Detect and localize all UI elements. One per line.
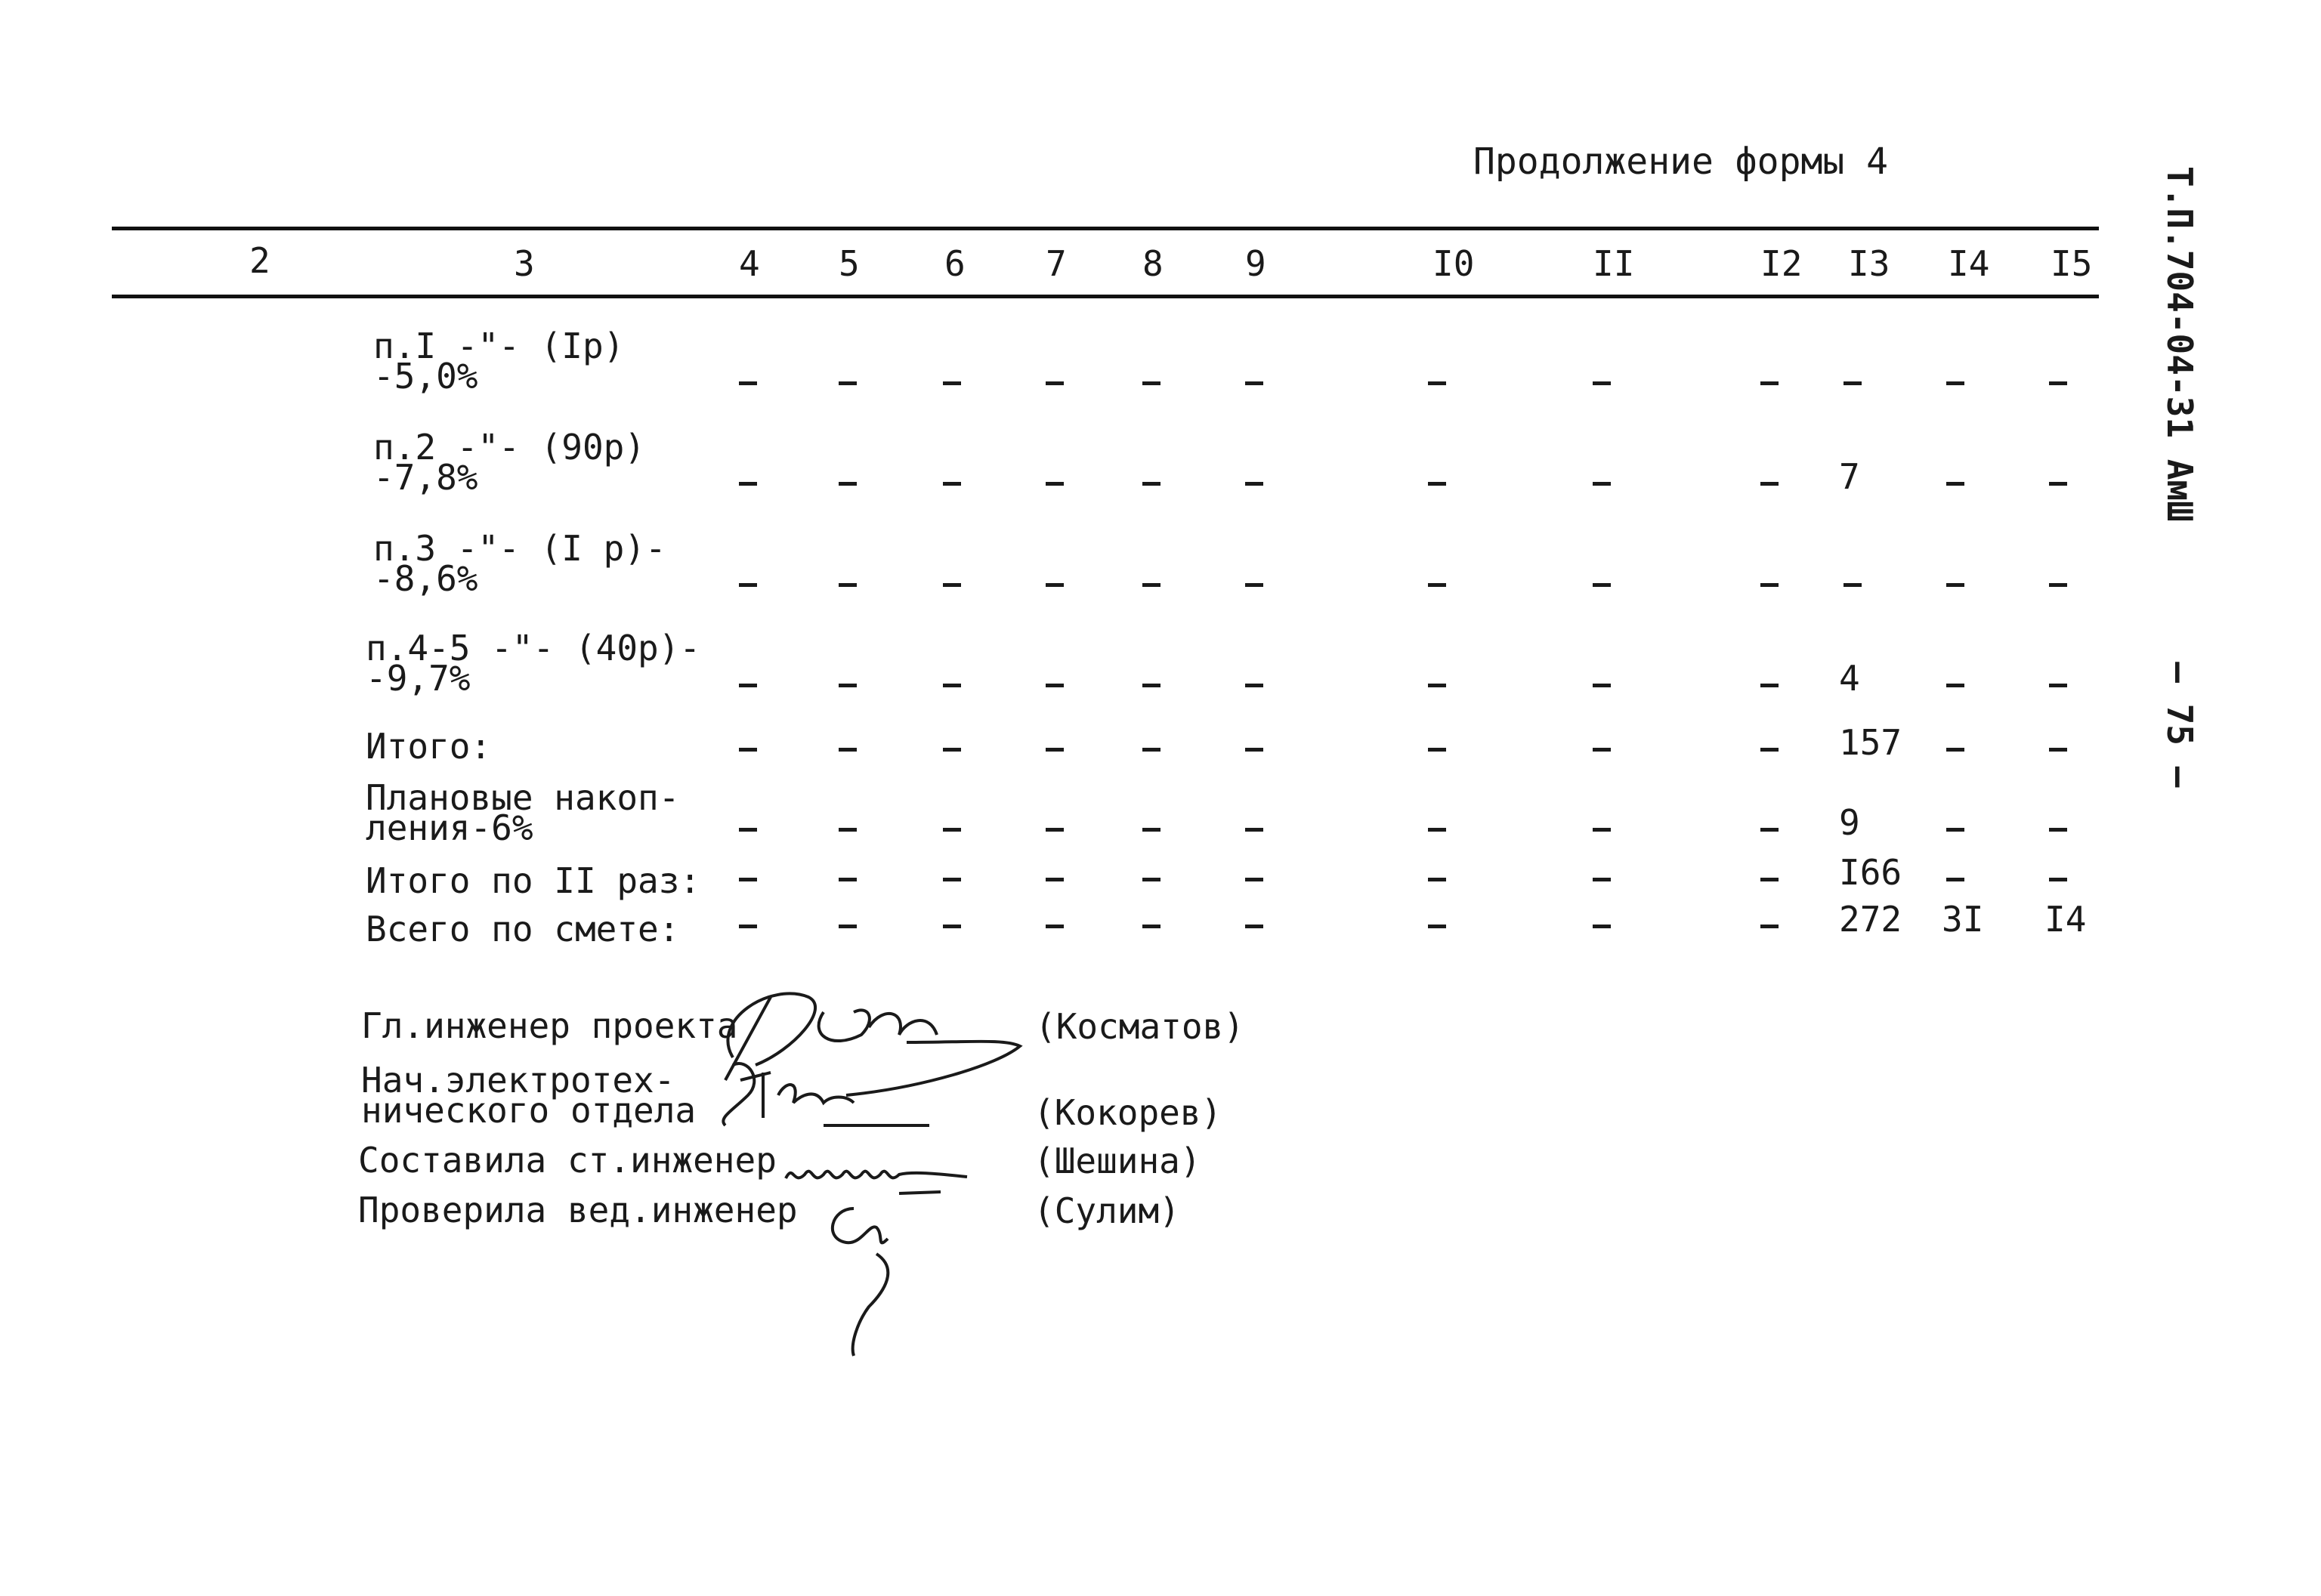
table-cell-value: 4 [1839,658,1860,699]
col-header: I0 [1432,243,1475,284]
side-code: Т.П.704-04-31 АмШ [2159,166,2200,522]
col-header: 8 [1142,243,1164,284]
table-cell-dash [2049,878,2067,881]
table-cell-dash [1946,828,1964,832]
table-cell-value: 3I [1942,899,1984,940]
table-cell-dash [739,748,757,752]
form-title: Продолжение формы 4 [1473,140,1889,183]
table-cell-value: I66 [1839,852,1902,893]
table-cell-dash [943,684,961,687]
table-cell-dash [1946,482,1964,486]
table-cell-dash [1142,482,1160,486]
col-header: 7 [1046,243,1067,284]
table-cell-value: I4 [2044,899,2087,940]
table-cell-dash [1946,878,1964,881]
row-label: Итого по II раз: [366,860,701,901]
col-header: I5 [2051,243,2093,284]
table-cell-dash [1428,828,1446,832]
col-header: I3 [1848,243,1890,284]
table-cell-dash [943,828,961,832]
table-cell-dash [1046,583,1064,587]
table-cell-dash [1844,381,1862,385]
table-cell-dash [1245,482,1263,486]
table-cell-dash [839,878,857,881]
handwritten-signature [778,1133,982,1201]
table-cell-dash [2049,583,2067,587]
col-header: I4 [1948,243,1990,284]
col-header: 3 [514,243,535,284]
table-cell-dash [1142,684,1160,687]
table-cell-dash [1593,381,1611,385]
table-cell-dash [1760,381,1779,385]
signature-title: Гл.инженер проекта [361,1005,738,1046]
table-cell-dash [1046,925,1064,928]
table-cell-dash [1142,878,1160,881]
table-cell-dash [1142,828,1160,832]
table-cell-dash [1946,381,1964,385]
table-cell-dash [1046,684,1064,687]
table-cell-dash [1245,925,1263,928]
page-number: — 75 — [2159,662,2200,788]
table-cell-dash [1760,684,1779,687]
table-cell-dash [1046,748,1064,752]
table-cell-dash [1946,583,1964,587]
table-cell-dash [1760,878,1779,881]
table-cell-dash [1593,828,1611,832]
table-cell-dash [739,828,757,832]
table-cell-dash [2049,684,2067,687]
table-header-rule [112,295,2099,298]
row-label: Плановые накоп- ления-6% [366,777,680,848]
signature-title: Составила ст.инженер [358,1140,777,1181]
table-top-rule [112,227,2099,230]
table-cell-dash [1593,925,1611,928]
table-cell-dash [839,684,857,687]
table-cell-dash [1428,925,1446,928]
col-header: 9 [1245,243,1266,284]
table-cell-dash [1428,583,1446,587]
col-header: I2 [1760,243,1803,284]
table-cell-dash [943,583,961,587]
table-cell-value: 9 [1839,802,1860,843]
table-cell-dash [739,878,757,881]
table-cell-dash [943,748,961,752]
table-cell-dash [1245,381,1263,385]
table-cell-dash [1760,828,1779,832]
handwritten-signature [703,1050,952,1141]
table-cell-dash [1760,482,1779,486]
document-code [2159,166,2200,788]
table-cell-dash [739,381,757,385]
col-header: 4 [739,243,760,284]
table-cell-value: 7 [1839,456,1860,497]
row-label: п.4-5 -"- (40р)- -9,7% [366,628,701,699]
table-cell-dash [739,583,757,587]
table-cell-dash [839,748,857,752]
table-cell-dash [1760,925,1779,928]
table-cell-dash [1593,684,1611,687]
row-label: п.3 -"- (I р)- -8,6% [373,528,666,599]
table-cell-dash [839,381,857,385]
table-cell-dash [1142,748,1160,752]
table-cell-dash [1428,878,1446,881]
table-cell-dash [1946,684,1964,687]
signature-title: Нач.электротех- нического отдела [361,1060,697,1131]
col-header: II [1593,243,1635,284]
col-header: 2 [249,240,270,281]
row-label: п.2 -"- (90р) -7,8% [373,427,646,498]
table-cell-dash [1760,748,1779,752]
table-cell-dash [739,482,757,486]
col-header: 6 [944,243,966,284]
signature-name: (Сулим) [1034,1190,1180,1231]
table-cell-dash [1760,583,1779,587]
table-cell-dash [1046,381,1064,385]
table-cell-dash [1245,748,1263,752]
table-cell-dash [2049,482,2067,486]
table-cell-value: 272 [1839,899,1902,940]
table-cell-value: 157 [1839,722,1902,763]
table-cell-dash [839,482,857,486]
table-cell-dash [943,925,961,928]
table-cell-dash [1142,583,1160,587]
signature-name: (Шешина) [1034,1141,1201,1181]
row-label: Всего по смете: [366,909,680,949]
table-cell-dash [839,925,857,928]
col-header: 5 [839,243,860,284]
row-label: Итого: [366,726,492,767]
row-label: п.I -"- (Iр) -5,0% [373,326,625,397]
table-cell-dash [943,878,961,881]
table-cell-dash [1428,684,1446,687]
signature-title: Проверила вед.инженер [358,1190,798,1230]
table-cell-dash [739,925,757,928]
table-cell-dash [1046,482,1064,486]
table-cell-dash [2049,748,2067,752]
table-cell-dash [943,482,961,486]
table-cell-dash [1844,583,1862,587]
table-cell-dash [1593,482,1611,486]
table-cell-dash [1245,828,1263,832]
table-cell-dash [1245,684,1263,687]
signature-name: (Кокорев) [1034,1092,1222,1133]
table-cell-dash [839,828,857,832]
table-cell-dash [1245,583,1263,587]
table-cell-dash [943,381,961,385]
table-cell-dash [1428,748,1446,752]
table-cell-dash [1046,828,1064,832]
table-cell-dash [1142,381,1160,385]
table-cell-dash [1245,878,1263,881]
table-cell-dash [739,684,757,687]
table-cell-dash [839,583,857,587]
table-cell-dash [1428,482,1446,486]
table-cell-dash [1593,878,1611,881]
handwritten-signature [816,1193,922,1367]
table-cell-dash [1946,748,1964,752]
table-cell-dash [2049,381,2067,385]
table-cell-dash [1142,925,1160,928]
table-cell-dash [1428,381,1446,385]
table-cell-dash [2049,828,2067,832]
table-cell-dash [1046,878,1064,881]
table-cell-dash [1593,748,1611,752]
signature-name: (Косматов) [1035,1006,1244,1047]
table-cell-dash [1593,583,1611,587]
